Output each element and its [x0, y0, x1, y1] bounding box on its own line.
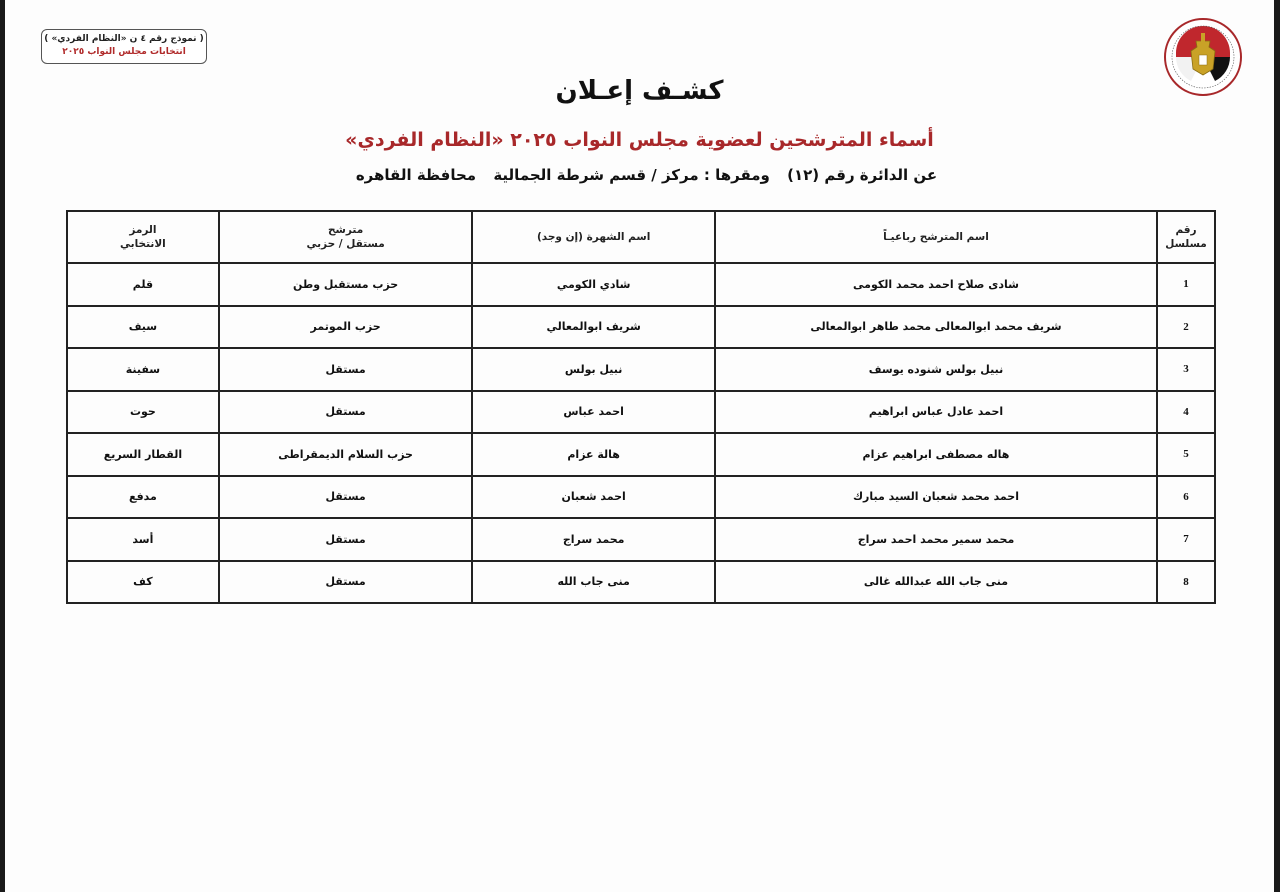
form-number-box [41, 29, 207, 64]
cell-serial: 1 [1157, 263, 1215, 306]
cell-full-name: محمد سمير محمد احمد سراج [715, 518, 1157, 561]
cell-known-name: شادي الكومي [472, 263, 715, 306]
table-row [67, 433, 1215, 476]
cell-serial: 6 [1157, 476, 1215, 519]
cell-serial: 2 [1157, 306, 1215, 349]
cell-full-name: نبيل بولس شنوده يوسف [715, 348, 1157, 391]
district-info [5, 166, 1274, 184]
cell-candidate-type: حزب السلام الديمقراطى [219, 433, 473, 476]
table-row [67, 518, 1215, 561]
header-serial: رقم مسلسل [1157, 211, 1215, 263]
page-subtitle: أسماء المترشحين لعضوية مجلس النواب ٢٠٢٥ «النظام الفردي» [345, 129, 934, 151]
cell-symbol: قلم [67, 263, 219, 306]
cell-known-name: منى جاب الله [472, 561, 715, 604]
district-number: عن الدائرة رقم (١٢) [787, 166, 938, 184]
document-page [5, 0, 1274, 892]
cell-known-name: شريف ابوالمعالي [472, 306, 715, 349]
candidates-table [66, 210, 1216, 604]
header-candidate-type: مترشح مستقل / حزبي [219, 211, 473, 263]
cell-serial: 3 [1157, 348, 1215, 391]
cell-serial: 7 [1157, 518, 1215, 561]
cell-candidate-type: مستقل [219, 348, 473, 391]
cell-full-name: شريف محمد ابوالمعالى محمد طاهر ابوالمعالى [715, 306, 1157, 349]
cell-known-name: محمد سراج [472, 518, 715, 561]
cell-symbol: مدفع [67, 476, 219, 519]
cell-serial: 4 [1157, 391, 1215, 434]
cell-known-name: احمد عباس [472, 391, 715, 434]
table-row [67, 306, 1215, 349]
form-number-label: ( نموذج رقم ٤ ن «النظام الفردي» ) [44, 34, 204, 44]
cell-serial: 8 [1157, 561, 1215, 604]
cell-candidate-type: مستقل [219, 391, 473, 434]
district-seat: ومقرها : مركز / قسم شرطة الجمالية [493, 166, 770, 184]
cell-full-name: احمد عادل عباس ابراهيم [715, 391, 1157, 434]
table-row [67, 348, 1215, 391]
cell-full-name: هاله مصطفى ابراهيم عزام [715, 433, 1157, 476]
cell-symbol: أسد [67, 518, 219, 561]
cell-serial: 5 [1157, 433, 1215, 476]
cell-symbol: القطار السريع [67, 433, 219, 476]
cell-known-name: هالة عزام [472, 433, 715, 476]
cell-candidate-type: حزب الموتمر [219, 306, 473, 349]
cell-full-name: احمد محمد شعبان السيد مبارك [715, 476, 1157, 519]
governorate: محافظة القاهره [355, 166, 477, 184]
cell-full-name: منى جاب الله عبدالله غالى [715, 561, 1157, 604]
table-row [67, 476, 1215, 519]
cell-candidate-type: مستقل [219, 518, 473, 561]
page-title: كشـف إعـلان [555, 76, 724, 106]
election-label: انتخابات مجلس النواب ٢٠٢٥ [62, 47, 186, 57]
header-symbol: الرمز الانتخابي [67, 211, 219, 263]
cell-symbol: سيف [67, 306, 219, 349]
table-header-row [67, 211, 1215, 263]
header-known-name: اسم الشهرة (إن وجد) [472, 211, 715, 263]
cell-candidate-type: حزب مستقبل وطن [219, 263, 473, 306]
cell-candidate-type: مستقل [219, 476, 473, 519]
header-full-name: اسم المترشح رباعيـاً [715, 211, 1157, 263]
table-row [67, 391, 1215, 434]
table-row [67, 561, 1215, 604]
cell-symbol: كف [67, 561, 219, 604]
cell-candidate-type: مستقل [219, 561, 473, 604]
cell-symbol: سفينة [67, 348, 219, 391]
cell-known-name: نبيل بولس [472, 348, 715, 391]
cell-symbol: حوت [67, 391, 219, 434]
cell-known-name: احمد شعبان [472, 476, 715, 519]
cell-full-name: شادى صلاح احمد محمد الكومى [715, 263, 1157, 306]
table-row [67, 263, 1215, 306]
